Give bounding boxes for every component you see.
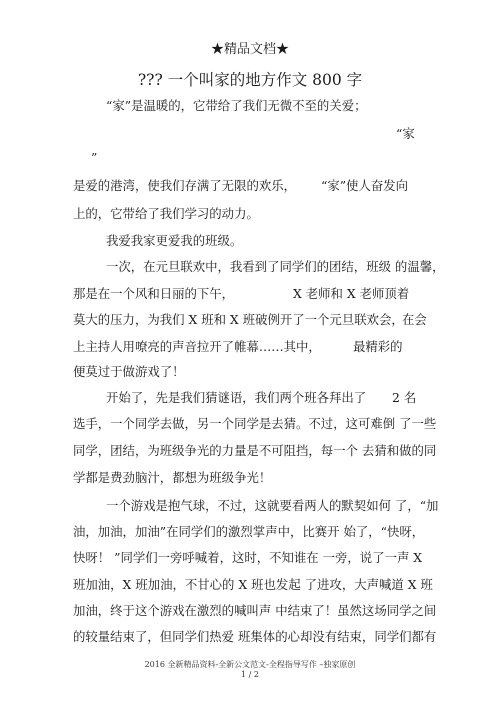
- page-number: 1 / 2: [241, 670, 259, 679]
- text-line: 是爱的港湾，使我们存满了无限的欢乐，: [73, 178, 297, 193]
- text-line: 一个游戏是抱气球，不过，这就要看两人的默契如何 了，“加: [106, 498, 439, 513]
- text-line: 我爱我家更爱我的班级。: [106, 233, 243, 248]
- text-line: “家”是温暖的，它带给了我们无微不至的关爱；: [106, 98, 367, 113]
- text-line: 油，加油，加油”在同学们的激烈掌声中，比赛开 始了，“快呀，: [73, 524, 425, 539]
- essay-title: ??? 一个叫家的地方作文 800 字: [137, 71, 363, 89]
- text-line: X 老师和 X 老师顶着: [293, 286, 410, 301]
- text-line: 学都是费劲脑汁，都想为班级争光！: [73, 470, 272, 485]
- text-line: 最精彩的: [353, 339, 403, 354]
- text-line: 莫大的压力，为我们 X 班和 X 班破例开了一个元旦联欢会，: [73, 312, 404, 327]
- text-line: 开始了，先是我们猜谜语，我们两个班各拜出了: [106, 390, 367, 405]
- text-line: 的较量结束了，但同学们热爱 班集体的心却没有结束，同学们都有: [73, 629, 437, 644]
- text-line: 在会: [402, 312, 427, 327]
- text-line: 同学，团结，为班级争光的力量是不可阻挡，每一个 去猜和做的同: [73, 443, 437, 458]
- text-line: 2 名: [392, 390, 417, 405]
- text-line: “家: [396, 126, 415, 141]
- text-line: 班加油，X 班加油，不甘心的 X 班也发起 了进攻，大声喊道 X 班: [73, 577, 433, 592]
- page-header: ★精品文档★: [210, 42, 289, 57]
- text-line: 那是在一个风和日丽的下午，: [73, 286, 235, 301]
- text-line: ”: [91, 150, 98, 165]
- text-line: 快呀！ ”同学们一旁呼喊着，这时，不知谁在 一旁，说了一声 X: [73, 550, 423, 565]
- footer-text: 2016 全新精品资料-全新公文范文-全程指导写作 –独家原创: [144, 660, 356, 669]
- text-line: 上的，它带给了我们学习的动力。: [73, 206, 259, 221]
- text-line: 上主持人用嘹亮的声音拉开了帷幕……其中，: [73, 339, 321, 354]
- text-line: 一次，在元旦联欢中，我看到了同学们的团结，班级 的温馨，: [106, 259, 445, 274]
- text-line: 便莫过于做游戏了！: [73, 364, 185, 379]
- text-line: “家”使人奋发向: [321, 178, 409, 193]
- text-line: 加油，终于这个游戏在激烈的喊叫声 中结束了！虽然这场同学之间: [73, 603, 437, 618]
- text-line: 选手，一个同学去做，另一个同学是去猜。不过，这可难倒 了一些: [73, 416, 437, 431]
